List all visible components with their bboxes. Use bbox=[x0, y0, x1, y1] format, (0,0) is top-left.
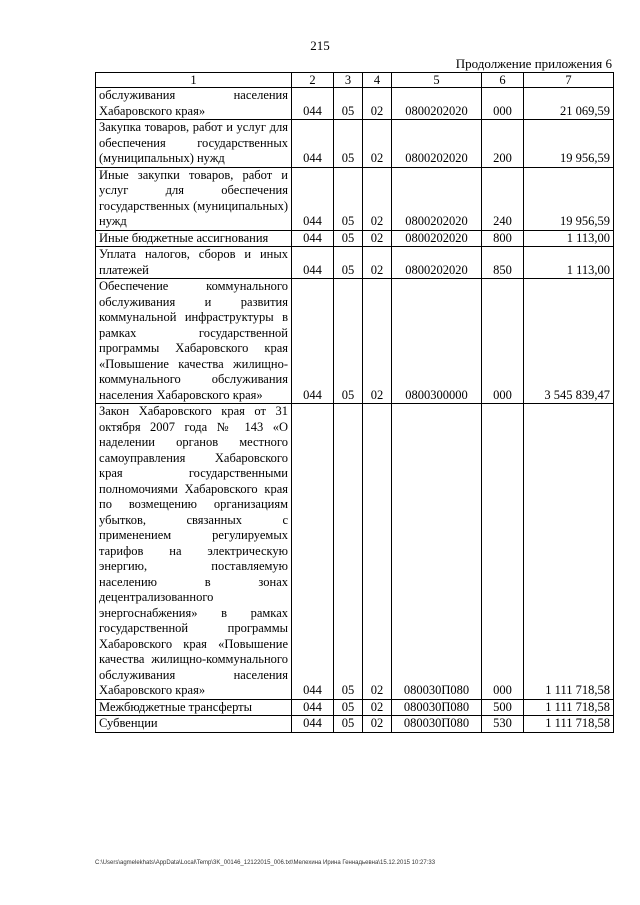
column-header: 1 bbox=[96, 73, 292, 88]
row-name: Уплата налогов, сборов и иных платежей bbox=[96, 247, 292, 279]
row-type: 000 bbox=[482, 88, 524, 120]
row-section: 05 bbox=[334, 167, 363, 230]
row-code: 044 bbox=[292, 699, 334, 716]
file-path-footer: C:\Users\agmelekhats\AppData\Local\Temp\3K_00146_12122015_006.txt\Мелехина Ирина Геннадьевна\15.12.2015 10:27:33 bbox=[95, 860, 436, 866]
row-subsection: 02 bbox=[363, 88, 392, 120]
row-amount: 1 111 718,58 bbox=[524, 404, 614, 700]
row-name: Иные бюджетные ассигнования bbox=[96, 230, 292, 247]
row-type: 800 bbox=[482, 230, 524, 247]
row-type: 000 bbox=[482, 279, 524, 404]
row-name: Обеспечение коммунального обслуживания и развития коммунальной инфраструктуры в рамках государственной программы Хабаровского края «Повышение качества жилищно-коммунального обслуживания населения Хабаровского края» bbox=[96, 279, 292, 404]
row-code: 044 bbox=[292, 279, 334, 404]
table-row bbox=[96, 279, 614, 404]
row-subsection: 02 bbox=[363, 167, 392, 230]
row-code: 044 bbox=[292, 404, 334, 700]
row-amount: 1 113,00 bbox=[524, 230, 614, 247]
row-code: 044 bbox=[292, 247, 334, 279]
row-code: 044 bbox=[292, 120, 334, 168]
row-name: Межбюджетные трансферты bbox=[96, 699, 292, 716]
row-target: 0800202020 bbox=[392, 247, 482, 279]
row-type: 500 bbox=[482, 699, 524, 716]
row-section: 05 bbox=[334, 230, 363, 247]
row-section: 05 bbox=[334, 699, 363, 716]
column-header: 3 bbox=[334, 73, 363, 88]
table-row bbox=[96, 404, 614, 700]
row-section: 05 bbox=[334, 716, 363, 733]
row-subsection: 02 bbox=[363, 716, 392, 733]
budget-table bbox=[95, 72, 614, 733]
row-code: 044 bbox=[292, 167, 334, 230]
row-target: 080030П080 bbox=[392, 716, 482, 733]
row-section: 05 bbox=[334, 404, 363, 700]
row-type: 200 bbox=[482, 120, 524, 168]
row-target: 0800202020 bbox=[392, 230, 482, 247]
table-row bbox=[96, 699, 614, 716]
table-row bbox=[96, 230, 614, 247]
row-target: 080030П080 bbox=[392, 404, 482, 700]
table-row bbox=[96, 716, 614, 733]
column-header: 4 bbox=[363, 73, 392, 88]
row-subsection: 02 bbox=[363, 404, 392, 700]
row-type: 000 bbox=[482, 404, 524, 700]
row-subsection: 02 bbox=[363, 699, 392, 716]
row-subsection: 02 bbox=[363, 120, 392, 168]
row-target: 0800300000 bbox=[392, 279, 482, 404]
continuation-label: Продолжение приложения 6 bbox=[455, 56, 612, 71]
row-amount: 1 111 718,58 bbox=[524, 699, 614, 716]
row-code: 044 bbox=[292, 230, 334, 247]
row-code: 044 bbox=[292, 716, 334, 733]
table-row bbox=[96, 120, 614, 168]
row-amount: 19 956,59 bbox=[524, 167, 614, 230]
table-header-row bbox=[96, 73, 614, 88]
row-amount: 21 069,59 bbox=[524, 88, 614, 120]
row-section: 05 bbox=[334, 279, 363, 404]
row-target: 080030П080 bbox=[392, 699, 482, 716]
row-name: Субвенции bbox=[96, 716, 292, 733]
table-row bbox=[96, 167, 614, 230]
table-row bbox=[96, 247, 614, 279]
row-amount: 3 545 839,47 bbox=[524, 279, 614, 404]
row-amount: 19 956,59 bbox=[524, 120, 614, 168]
page-number: 215 bbox=[310, 38, 330, 53]
row-target: 0800202020 bbox=[392, 120, 482, 168]
column-header: 7 bbox=[524, 73, 614, 88]
row-subsection: 02 bbox=[363, 230, 392, 247]
row-type: 850 bbox=[482, 247, 524, 279]
column-header: 2 bbox=[292, 73, 334, 88]
row-name: Закупка товаров, работ и услуг для обеспечения государственных (муниципальных) нужд bbox=[96, 120, 292, 168]
column-header: 6 bbox=[482, 73, 524, 88]
row-section: 05 bbox=[334, 247, 363, 279]
row-target: 0800202020 bbox=[392, 167, 482, 230]
row-section: 05 bbox=[334, 88, 363, 120]
row-subsection: 02 bbox=[363, 247, 392, 279]
row-amount: 1 111 718,58 bbox=[524, 716, 614, 733]
row-section: 05 bbox=[334, 120, 363, 168]
table-row bbox=[96, 88, 614, 120]
row-subsection: 02 bbox=[363, 279, 392, 404]
row-name: Закон Хабаровского края от 31 октября 2007 года № 143 «О наделении органов местного самоуправления Хабаровского края государственными полномочиями Хабаровского края по возмещению организациям убытков, связанных с применением регулируемых тарифов на электрическую энергию, поставляемую населению в зонах децентрализованного энергоснабжения» в рамках государственной программы Хабаровского края «Повышение качества жилищно-коммунального обслуживания населения Хабаровского края» bbox=[96, 404, 292, 700]
row-name: обслуживания населения Хабаровского края» bbox=[96, 88, 292, 120]
row-amount: 1 113,00 bbox=[524, 247, 614, 279]
row-type: 530 bbox=[482, 716, 524, 733]
row-target: 0800202020 bbox=[392, 88, 482, 120]
row-type: 240 bbox=[482, 167, 524, 230]
row-name: Иные закупки товаров, работ и услуг для обеспечения государственных (муниципальных) нужд bbox=[96, 167, 292, 230]
column-header: 5 bbox=[392, 73, 482, 88]
row-code: 044 bbox=[292, 88, 334, 120]
